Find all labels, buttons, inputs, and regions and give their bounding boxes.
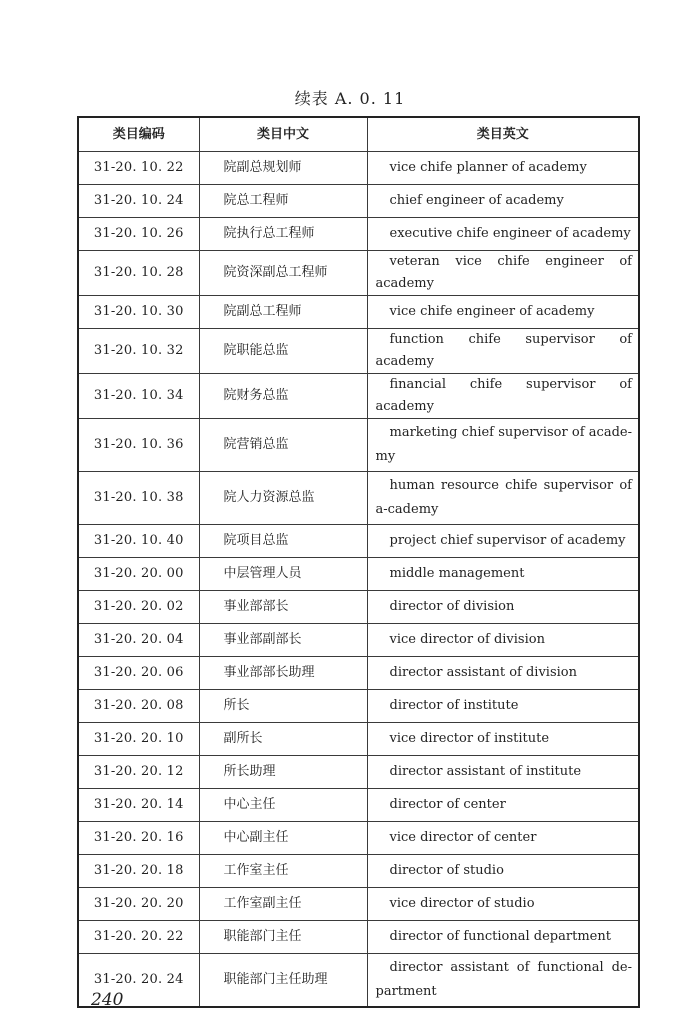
table-row: [78, 419, 639, 472]
classification-table: [77, 116, 640, 1008]
english-name-cell: director assistant of functional de-partment: [367, 954, 639, 1008]
english-name-cell: executive chife engineer of academy: [367, 218, 639, 251]
code-cell: 31-20. 10. 36: [78, 419, 199, 472]
english-name-cell: director assistant of institute: [367, 756, 639, 789]
english-name-cell: vice director of division: [367, 624, 639, 657]
header-chinese: 类目中文: [199, 117, 367, 152]
table-row: [78, 329, 639, 374]
table-row: [78, 723, 639, 756]
table-row: [78, 624, 639, 657]
english-name-cell: financial chife supervisor of academy: [367, 374, 639, 419]
chinese-name-cell: 副所长: [199, 723, 367, 756]
code-cell: 31-20. 10. 24: [78, 185, 199, 218]
english-name-cell: director of division: [367, 591, 639, 624]
english-name-cell: director of institute: [367, 690, 639, 723]
english-name-cell: director of center: [367, 789, 639, 822]
english-name-cell: director of functional department: [367, 921, 639, 954]
chinese-name-cell: 中心副主任: [199, 822, 367, 855]
table-row: [78, 472, 639, 525]
chinese-name-cell: 院职能总监: [199, 329, 367, 374]
table-row: [78, 657, 639, 690]
page-number: 240: [91, 990, 124, 1010]
table-row: [78, 822, 639, 855]
chinese-name-cell: 事业部副部长: [199, 624, 367, 657]
chinese-name-cell: 职能部门主任助理: [199, 954, 367, 1008]
table-row: [78, 152, 639, 185]
table-row: [78, 921, 639, 954]
chinese-name-cell: 院副总规划师: [199, 152, 367, 185]
chinese-name-cell: 院人力资源总监: [199, 472, 367, 525]
chinese-name-cell: 中层管理人员: [199, 558, 367, 591]
code-cell: 31-20. 10. 34: [78, 374, 199, 419]
chinese-name-cell: 所长助理: [199, 756, 367, 789]
code-cell: 31-20. 10. 28: [78, 251, 199, 296]
chinese-name-cell: 工作室副主任: [199, 888, 367, 921]
english-name-cell: project chief supervisor of academy: [367, 525, 639, 558]
english-name-cell: chief engineer of academy: [367, 185, 639, 218]
code-cell: 31-20. 20. 24: [78, 954, 199, 1008]
code-cell: 31-20. 20. 02: [78, 591, 199, 624]
code-cell: 31-20. 20. 12: [78, 756, 199, 789]
english-name-cell: veteran vice chife engineer of academy: [367, 251, 639, 296]
chinese-name-cell: 院执行总工程师: [199, 218, 367, 251]
table-row: [78, 690, 639, 723]
code-cell: 31-20. 20. 06: [78, 657, 199, 690]
english-name-cell: marketing chief supervisor of acade-my: [367, 419, 639, 472]
code-cell: 31-20. 20. 14: [78, 789, 199, 822]
code-cell: 31-20. 10. 22: [78, 152, 199, 185]
code-cell: 31-20. 10. 38: [78, 472, 199, 525]
table-row: [78, 855, 639, 888]
code-cell: 31-20. 20. 20: [78, 888, 199, 921]
english-name-cell: director assistant of division: [367, 657, 639, 690]
table-row: [78, 888, 639, 921]
code-cell: 31-20. 20. 22: [78, 921, 199, 954]
english-name-cell: vice director of institute: [367, 723, 639, 756]
chinese-name-cell: 所长: [199, 690, 367, 723]
code-cell: 31-20. 20. 18: [78, 855, 199, 888]
code-cell: 31-20. 20. 10: [78, 723, 199, 756]
code-cell: 31-20. 10. 32: [78, 329, 199, 374]
table-row: [78, 251, 639, 296]
table-row: [78, 954, 639, 1008]
english-name-cell: vice director of center: [367, 822, 639, 855]
table-header-row: [78, 117, 639, 152]
chinese-name-cell: 院财务总监: [199, 374, 367, 419]
table-row: [78, 218, 639, 251]
table-row: [78, 558, 639, 591]
table-row: [78, 374, 639, 419]
chinese-name-cell: 工作室主任: [199, 855, 367, 888]
chinese-name-cell: 职能部门主任: [199, 921, 367, 954]
header-code: 类目编码: [78, 117, 199, 152]
table-row: [78, 756, 639, 789]
table-row: [78, 789, 639, 822]
table-body: [78, 152, 639, 1008]
code-cell: 31-20. 10. 26: [78, 218, 199, 251]
code-cell: 31-20. 20. 00: [78, 558, 199, 591]
english-name-cell: director of studio: [367, 855, 639, 888]
code-cell: 31-20. 20. 16: [78, 822, 199, 855]
english-name-cell: vice chife engineer of academy: [367, 296, 639, 329]
chinese-name-cell: 中心主任: [199, 789, 367, 822]
english-name-cell: vice director of studio: [367, 888, 639, 921]
code-cell: 31-20. 10. 30: [78, 296, 199, 329]
code-cell: 31-20. 10. 40: [78, 525, 199, 558]
code-cell: 31-20. 20. 08: [78, 690, 199, 723]
english-name-cell: vice chife planner of academy: [367, 152, 639, 185]
chinese-name-cell: 事业部部长助理: [199, 657, 367, 690]
table-caption: 续表 A. 0. 11: [294, 89, 406, 108]
header-english: 类目英文: [367, 117, 639, 152]
table-row: [78, 185, 639, 218]
english-name-cell: human resource chife supervisor of a-cademy: [367, 472, 639, 525]
chinese-name-cell: 院总工程师: [199, 185, 367, 218]
chinese-name-cell: 事业部部长: [199, 591, 367, 624]
chinese-name-cell: 院资深副总工程师: [199, 251, 367, 296]
table-row: [78, 591, 639, 624]
english-name-cell: function chife supervisor of academy: [367, 329, 639, 374]
table-row: [78, 525, 639, 558]
chinese-name-cell: 院项目总监: [199, 525, 367, 558]
english-name-cell: middle management: [367, 558, 639, 591]
table-row: [78, 296, 639, 329]
chinese-name-cell: 院营销总监: [199, 419, 367, 472]
code-cell: 31-20. 20. 04: [78, 624, 199, 657]
chinese-name-cell: 院副总工程师: [199, 296, 367, 329]
